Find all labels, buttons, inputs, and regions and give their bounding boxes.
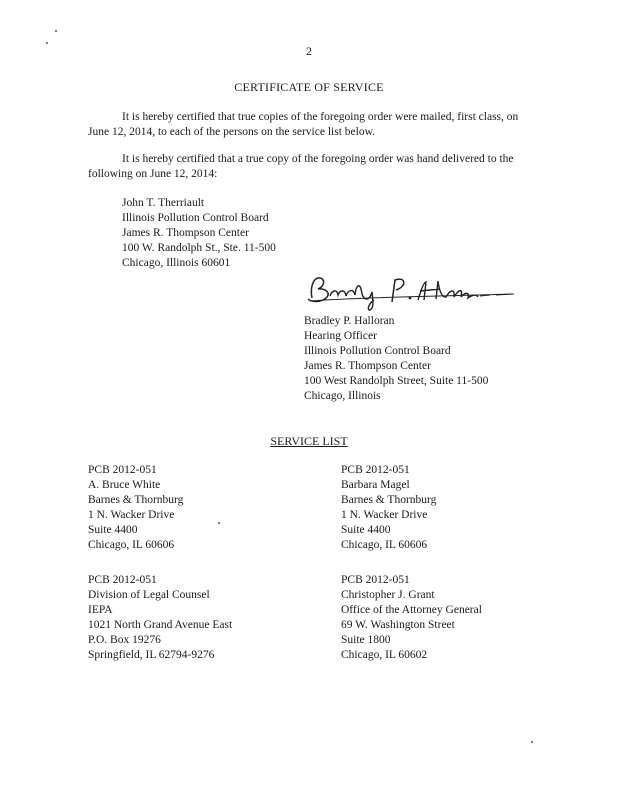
page-title: CERTIFICATE OF SERVICE <box>234 80 384 94</box>
scan-speck <box>218 522 220 524</box>
hand-delivery-address: John T. Therriault Illinois Pollution Control Board James R. Thompson Center 100 W. Randolph St., Ste. 11-500 Chicago, Illinois 60601 <box>122 197 276 269</box>
service-entry: PCB 2012-051 Christopher J. Grant Office of the Attorney General 69 W. Washington Street Suite 1800 Chicago, IL 60602 <box>341 574 482 661</box>
service-entry: PCB 2012-051 A. Bruce White Barnes & Thornburg 1 N. Wacker Drive Suite 4400 Chicago, IL 60606 <box>88 464 184 551</box>
scan-speck <box>531 741 533 743</box>
hand-delivery-certification: It is hereby certified that a true copy of the foregoing order was hand delivered to the following on June 12, 2014: <box>88 153 514 180</box>
signature <box>300 270 522 312</box>
page-number: 2 <box>306 44 312 58</box>
service-entry: PCB 2012-051 Division of Legal Counsel IEPA 1021 North Grand Avenue East P.O. Box 19276 Springfield, IL 62794-9276 <box>88 574 233 661</box>
signer-block: Bradley P. Halloran Hearing Officer Illinois Pollution Control Board James R. Thompson Center 100 West Randolph Street, Suite 11-500 Chicago, Illinois <box>304 315 489 402</box>
scan-speck <box>55 30 57 32</box>
mailing-certification: It is hereby certified that true copies of the foregoing order were mailed, first class, on June 12, 2014, to each of the persons on the service list below. <box>88 111 519 138</box>
service-entry: PCB 2012-051 Barbara Magel Barnes & Thornburg 1 N. Wacker Drive Suite 4400 Chicago, IL 60606 <box>341 464 437 551</box>
service-list-title: SERVICE LIST <box>270 434 348 448</box>
